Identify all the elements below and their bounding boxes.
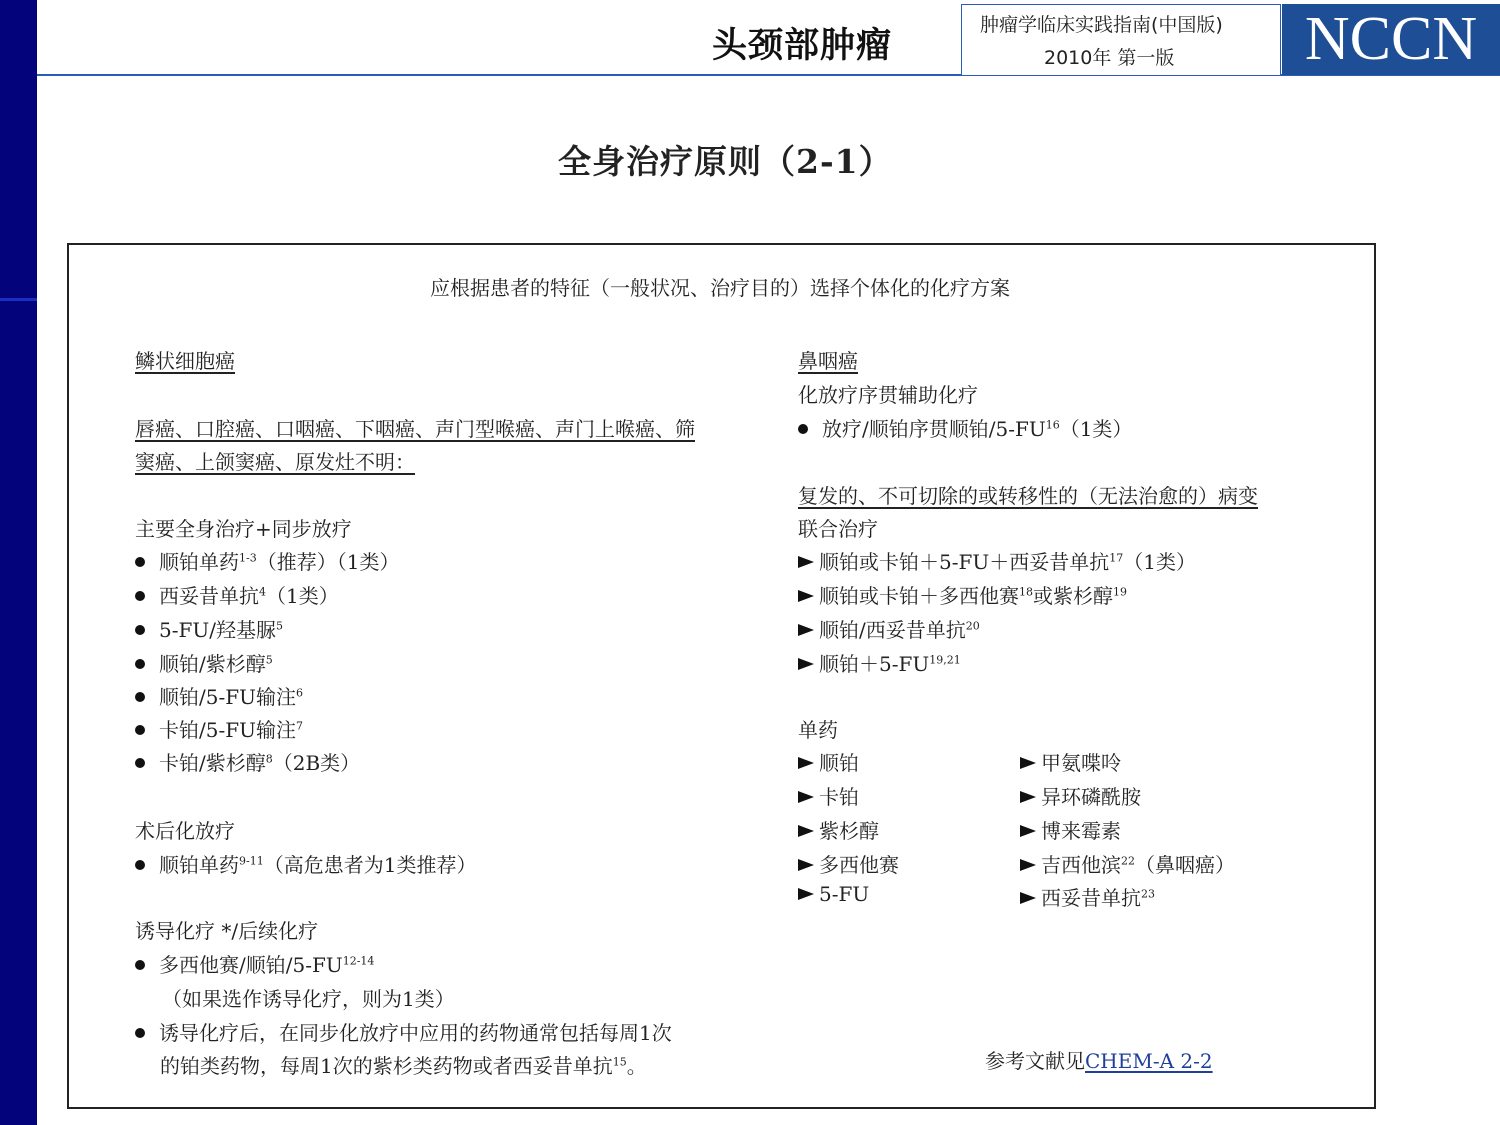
arrow-bullet-icon bbox=[798, 658, 814, 670]
scc-sites-line2: 窦癌、上颌窦癌、原发灶不明： bbox=[135, 450, 415, 474]
single-agent-item: 博来霉素 bbox=[1020, 815, 1121, 844]
npc-subheading: 化放疗序贯辅助化疗 bbox=[798, 383, 978, 407]
primary-item: 卡铂/5-FU输注$^7$ bbox=[135, 714, 303, 743]
header-title: 头颈部肿瘤 bbox=[712, 26, 893, 66]
arrow-bullet-icon bbox=[798, 556, 814, 568]
nccn-logo: NCCN bbox=[1282, 4, 1500, 75]
postop-item: 顺铂单药$^{9-11}$（高危患者为1类推荐） bbox=[135, 849, 476, 878]
arrow-bullet-icon bbox=[798, 859, 814, 871]
single-agent-item: 卡铂 bbox=[798, 781, 859, 810]
bullet-icon bbox=[135, 1028, 145, 1038]
reference-label: 参考文献见 bbox=[985, 1049, 1085, 1073]
single-agent-item: 吉西他滨$^{22}$（鼻咽癌） bbox=[1020, 849, 1235, 878]
combo-item: 顺铂或卡铂＋5-FU＋西妥昔单抗$^{17}$（1类） bbox=[798, 546, 1196, 575]
combo-item: 顺铂＋5-FU$^{19,21}$ bbox=[798, 648, 961, 677]
single-agent-item: 5-FU bbox=[798, 882, 869, 906]
arrow-bullet-icon bbox=[798, 624, 814, 636]
arrow-bullet-icon bbox=[1020, 859, 1036, 871]
bullet-icon bbox=[135, 758, 145, 768]
bullet-icon bbox=[135, 692, 145, 702]
induction-item2-line2: 的铂类药物，每周1次的紫杉类药物或者西妥昔单抗$^{15}$。 bbox=[160, 1054, 647, 1078]
single-agent-item: 紫杉醇 bbox=[798, 815, 879, 844]
single-agent-item: 甲氨喋呤 bbox=[1020, 747, 1121, 776]
single-agent-item: 异环磷酰胺 bbox=[1020, 781, 1141, 810]
guide-edition: 2010年 第一版 bbox=[1044, 47, 1175, 69]
arrow-bullet-icon bbox=[1020, 757, 1036, 769]
primary-heading: 主要全身治疗+同步放疗 bbox=[135, 517, 352, 541]
npc-item: 放疗/顺铂序贯顺铂/5-FU$^{16}$（1类） bbox=[798, 413, 1132, 442]
arrow-bullet-icon bbox=[798, 825, 814, 837]
primary-item: 卡铂/紫杉醇$^8$（2B类） bbox=[135, 747, 360, 776]
combo-heading: 联合治疗 bbox=[798, 517, 878, 541]
scc-sites-line1: 唇癌、口腔癌、口咽癌、下咽癌、声门型喉癌、声门上喉癌、筛 bbox=[135, 417, 695, 441]
single-agent-item: 西妥昔单抗$^{23}$ bbox=[1020, 882, 1155, 911]
single-agent-heading: 单药 bbox=[798, 718, 838, 742]
bullet-icon bbox=[135, 659, 145, 669]
induction-item2-line1: 诱导化疗后，在同步化放疗中应用的药物通常包括每周1次 bbox=[135, 1017, 672, 1046]
reference-note bbox=[985, 1045, 1213, 1074]
primary-item: 顺铂/紫杉醇$^5$ bbox=[135, 648, 273, 677]
bullet-icon bbox=[798, 424, 808, 434]
combo-item: 顺铂或卡铂＋多西他赛$^{18}$或紫杉醇$^{19}$ bbox=[798, 580, 1127, 609]
arrow-bullet-icon bbox=[798, 590, 814, 602]
primary-item: 5-FU/羟基脲$^5$ bbox=[135, 614, 283, 643]
reference-link[interactable]: CHEM-A 2-2 bbox=[1085, 1049, 1213, 1073]
bullet-icon bbox=[135, 591, 145, 601]
recurrent-heading: 复发的、不可切除的或转移性的（无法治愈的）病变 bbox=[798, 484, 1258, 508]
npc-heading: 鼻咽癌 bbox=[798, 349, 858, 373]
scc-heading: 鳞状细胞癌 bbox=[135, 349, 235, 373]
bullet-icon bbox=[135, 725, 145, 735]
page-title: 全身治疗原则（2-1） bbox=[558, 142, 893, 181]
primary-item: 顺铂/5-FU输注$^6$ bbox=[135, 681, 303, 710]
left-accent-stripe bbox=[0, 298, 37, 301]
bullet-icon bbox=[135, 625, 145, 635]
arrow-bullet-icon bbox=[1020, 825, 1036, 837]
bullet-icon bbox=[135, 860, 145, 870]
arrow-bullet-icon bbox=[1020, 791, 1036, 803]
arrow-bullet-icon bbox=[798, 757, 814, 769]
induction-heading: 诱导化疗 */后续化疗 bbox=[135, 919, 319, 943]
single-agent-item: 多西他赛 bbox=[798, 849, 899, 878]
arrow-bullet-icon bbox=[1020, 892, 1036, 904]
bullet-icon bbox=[135, 557, 145, 567]
combo-item: 顺铂/西妥昔单抗$^{20}$ bbox=[798, 614, 980, 643]
intro-text: 应根据患者的特征（一般状况、治疗目的）选择个体化的化疗方案 bbox=[430, 276, 1010, 300]
single-agent-item: 顺铂 bbox=[798, 747, 859, 776]
primary-item: 顺铂单药$^{1-3}$（推荐）（1类） bbox=[135, 546, 399, 575]
guide-title: 肿瘤学临床实践指南(中国版) bbox=[980, 14, 1223, 36]
left-accent-bar bbox=[0, 0, 37, 1125]
bullet-icon bbox=[135, 960, 145, 970]
postop-heading: 术后化放疗 bbox=[135, 819, 235, 843]
induction-item: 多西他赛/顺铂/5-FU$^{12-14}$ bbox=[135, 949, 374, 978]
primary-item: 西妥昔单抗$^4$（1类） bbox=[135, 580, 339, 609]
arrow-bullet-icon bbox=[798, 791, 814, 803]
induction-item-note: （如果选作诱导化疗，则为1类） bbox=[162, 987, 455, 1011]
arrow-bullet-icon bbox=[798, 888, 814, 900]
